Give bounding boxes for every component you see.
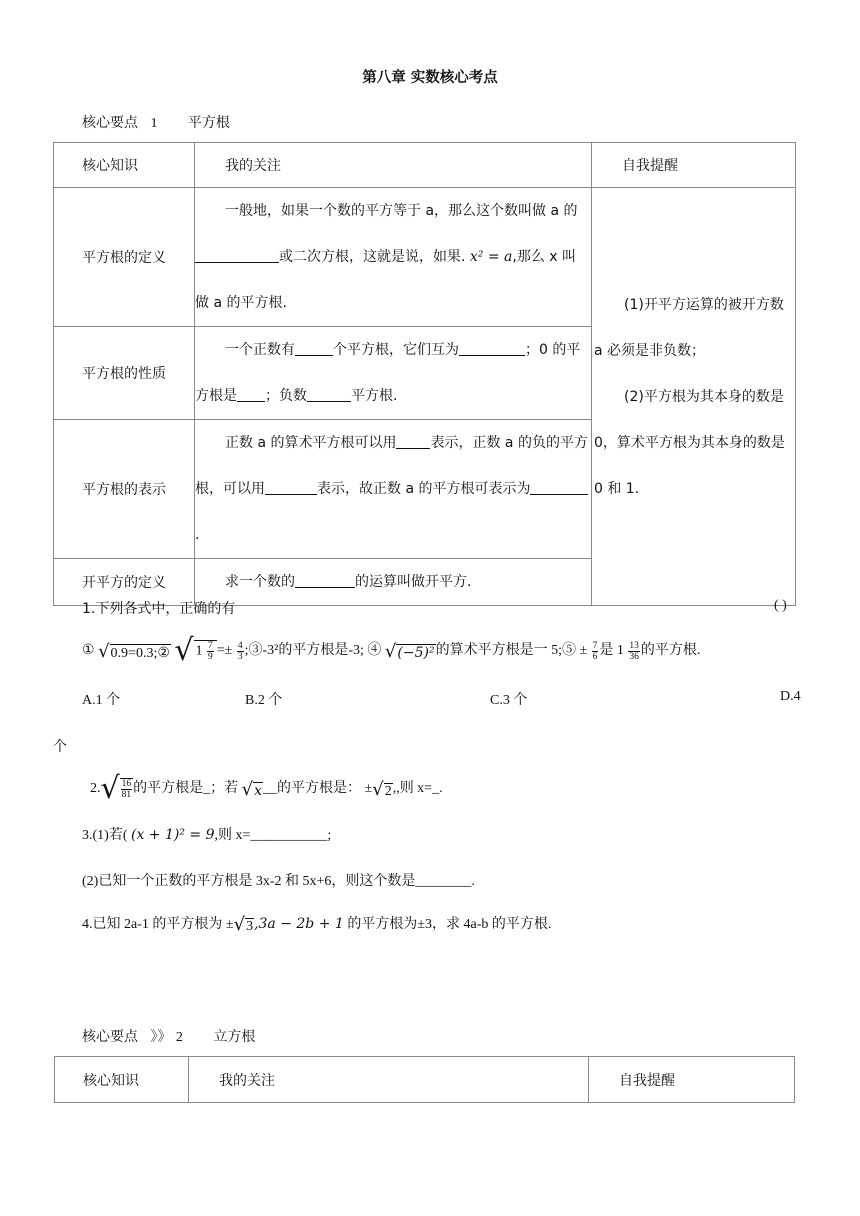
sqrt-icon: √ (100, 771, 120, 806)
fraction-7-6: $\frac{7}{6}$ (592, 640, 598, 662)
choice-c: C.3 个 (490, 693, 528, 708)
sqrt-icon: √x (241, 778, 263, 800)
row-content-notation: 正数 a 的算术平方根可以用 表示，正数 a 的负的平方根，可以用 表示，故正数 a 的平方根可表示为. (195, 420, 592, 559)
section-2-number: 2 (175, 1030, 183, 1045)
fraction-16-81: $\frac{16}{81}$ (121, 779, 132, 800)
cube-root-table (54, 1056, 795, 1103)
formula-x-squared: x² = a (469, 249, 513, 265)
header-self-reminder: 自我提醒 (592, 143, 796, 188)
row-content-definition: 一般地，如果一个数的平方等于 a，那么这个数叫做 a 的或二次方根，这就是说，如果. x² = a,那么 x 叫做 a 的平方根. (195, 188, 592, 327)
question-4: 4.已知 2a-1 的平方根为 ±√3,3a − 2b + 1 的平方根为±3，求 4a-b 的平方根. (82, 914, 552, 936)
formula-3a-2b-1: ,3a − 2b + 1 (254, 916, 344, 932)
row-content-extraction: 求一个数的 的运算叫做开平方. (195, 559, 592, 606)
reminder-1: (1)开平方运算的被开方数 a 必须是非负数； (594, 296, 784, 359)
choice-d: D.4 (780, 689, 801, 704)
header-core-knowledge: 核心知识 (55, 1057, 189, 1103)
sqrt-icon: √2 (372, 778, 392, 800)
choice-b: B.2 个 (245, 693, 283, 708)
question-2: 2.√ $\frac{16}{81}$ 的平方根是_；若 √x__的平方根是： ±√2,,则 x=_. (90, 771, 443, 806)
header-my-focus: 我的关注 (189, 1057, 589, 1103)
reminder-cell (592, 188, 796, 606)
formula-x-plus-1: (x + 1)² = 9 (131, 827, 215, 843)
page-title: 第八章 实数核心考点 (362, 70, 498, 86)
question-1-options: ① √0.9=0.3;② √ 1 $\frac{7}{9}$ =± $\frac{4}{3}$ ;③-3²的平方根是-3; ④ √(−5)²的算术平方根是一 5;⑤ ± $\frac{7}{6}$ 是 1 $\frac{13}{36}$ 的平方根. (82, 633, 701, 668)
section-1-topic: 平方根 (187, 115, 230, 131)
section-1-number: 1 (150, 116, 158, 131)
table-row (54, 188, 796, 327)
question-3-part-2: (2)已知一个正数的平方根是 3x-2 和 5x+6，则这个数是________. (82, 874, 475, 889)
row-label-property: 平方根的性质 (54, 327, 195, 420)
section-2-prefix: 核心要点 (82, 1029, 138, 1045)
row-label-notation: 平方根的表示 (54, 420, 195, 559)
section-2-marks: 》》 (150, 1029, 172, 1045)
sqrt-icon: √0.9=0.3;② (98, 640, 170, 662)
header-my-focus: 我的关注 (195, 143, 592, 188)
fraction-7-9: $\frac{7}{9}$ (208, 641, 213, 662)
choice-a: A.1 个 (82, 693, 121, 708)
row-label-extraction: 开平方的定义 (54, 559, 195, 606)
section-1-heading (82, 112, 230, 132)
section-2-topic: 立方根 (213, 1029, 256, 1045)
table-header-row (55, 1057, 795, 1103)
table-header-row (54, 143, 796, 188)
fraction-4-3: $\frac{4}{3}$ (237, 640, 243, 662)
section-2-heading (82, 1026, 255, 1046)
header-core-knowledge: 核心知识 (54, 143, 195, 188)
sqrt-icon: √ (174, 633, 194, 668)
choice-d-wrap: 个 (53, 739, 67, 755)
header-self-reminder: 自我提醒 (589, 1057, 795, 1103)
question-3-part-1: 3.(1)若( (x + 1)² = 9,则 x=___________; (82, 827, 332, 843)
section-1-prefix: 核心要点 (82, 115, 138, 131)
sqrt-icon: √3 (233, 914, 254, 936)
fraction-13-36: $\frac{13}{36}$ (629, 640, 639, 662)
row-label-definition: 平方根的定义 (54, 188, 195, 327)
question-1-answer-paren: ( ) (774, 598, 787, 613)
square-root-table (53, 142, 796, 606)
reminder-2: (2)平方根为其本身的数是 0，算术平方根为其本身的数是 0 和 1. (594, 388, 785, 497)
question-1-stem: 1.下列各式中，正确的有 (82, 601, 236, 617)
sqrt-icon: √(−5)² (384, 640, 435, 662)
row-content-property: 一个正数有 个平方根，它们互为 ；0 的平方根是 ；负数 平方根. (195, 327, 592, 420)
